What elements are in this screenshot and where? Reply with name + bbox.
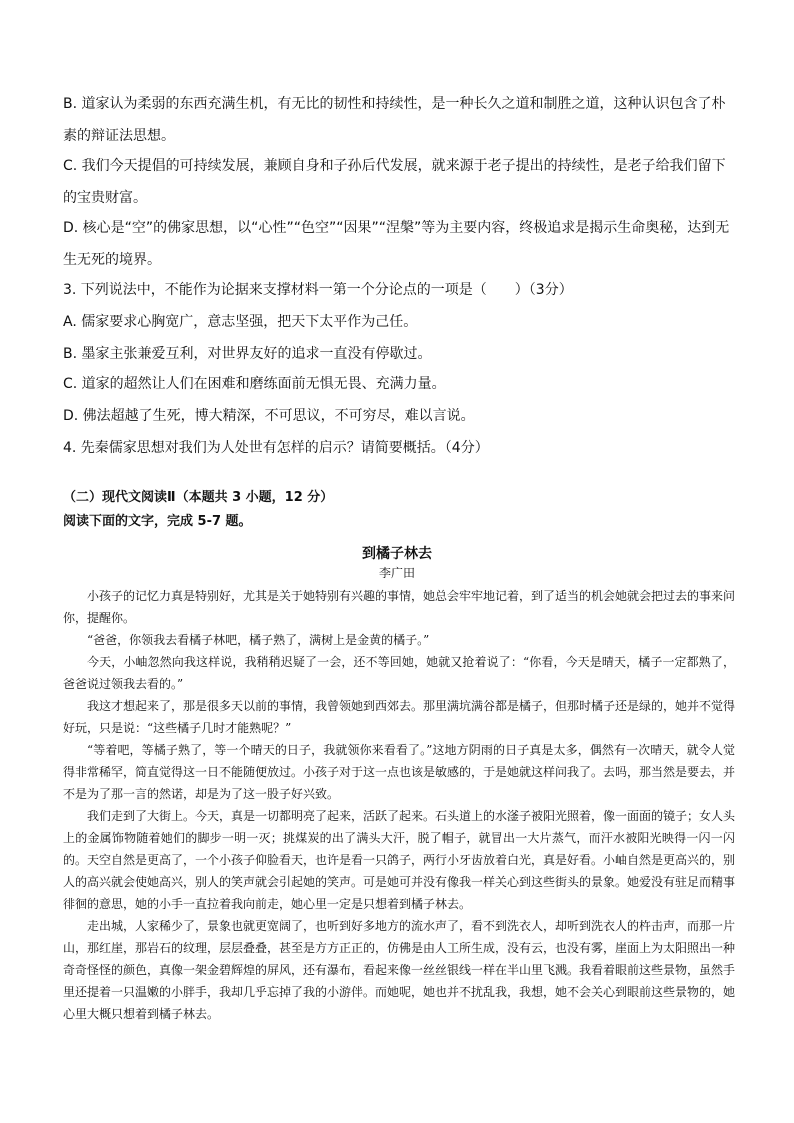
question-3: 3. 下列说法中，不能作为论据来支撑材料一第一个分论点的一项是（ ）（3分） [63,282,573,298]
section-instruction: 阅读下面的文字，完成 5-7 题。 [63,514,252,529]
article-body [63,585,735,1025]
article-author: 李广田 [378,566,415,580]
article-paragraph: 今天，小岫忽然向我这样说，我稍稍迟疑了一会，还不等回她，她就又抢着说了：“你看，今天是晴天，橘子一定都熟了，爸爸说过领我去看的。” [63,655,735,691]
question-3-option-b: B. 墨家主张兼爱互利，对世界友好的追求一直没有停歇过。 [63,346,432,362]
article-paragraph: 我这才想起来了，那是很多天以前的事情，我曾领她到西郊去。那里满坑满谷都是橘子，但那时橘子还是绿的，她并不觉得好玩，只是说：“这些橘子几时才能熟呢？” [63,699,736,735]
question-3-option-c: C. 道家的超然让人们在困难和磨练面前无惧无畏、充满力量。 [63,376,446,392]
section-heading: （二）现代文阅读Ⅱ（本题共 3 小题，12 分） [63,490,334,505]
question-3-option-a: A. 儒家要求心胸宽广，意志坚强，把天下太平作为己任。 [63,314,418,330]
question-4: 4. 先秦儒家思想对我们为人处世有怎样的启示？请简要概括。（4分） [63,440,489,456]
article-paragraph: 小孩子的记忆力真是特别好，尤其是关于她特别有兴趣的事情，她总会牢牢地记着，到了适当的机会她就会把过去的事来问你，提醒你。 [63,589,736,625]
question-3-option-d: D. 佛法超越了生死，博大精深，不可思议，不可穷尽，难以言说。 [63,408,475,424]
article-paragraph: “等着吧，等橘子熟了，等一个晴天的日子，我就领你来看看了。”这地方阴雨的日子真是太多，偶然有一次晴天，就令人觉得非常稀罕，简直觉得这一日不能随便放过。小孩子对于这一点也该是敏感的，于是她就这样问我了。去吗，那当然是要去，并不是为了那一言的然诺，却是为了这一股子好兴致。 [63,743,736,801]
option-c: C. 我们今天提倡的可持续发展，兼顾自身和子孙后代发展，就来源于老子提出的持续性，是老子给我们留下的宝贵财富。 [63,158,726,206]
article-paragraph: “爸爸，你领我去看橘子林吧，橘子熟了，满树上是金黄的橘子。” [87,633,430,647]
article-title: 到橘子林去 [362,546,432,562]
article-paragraph: 走出城，人家稀少了，景象也就更宽阔了，也听到好多地方的流水声了，看不到洗衣人，却听到洗衣人的杵击声，而那一片山，那红崖，那岩石的纹理，层层叠叠，甚至是方方正正的，仿佛是由人工所生成，没有云，也没有雾，崖面上为太阳照出一种奇奇怪怪的颜色，真像一架金碧辉煌的屏风，还有瀑布，看起来像一丝丝银线一样在半山里飞溅。我看着眼前这些景物，虽然手里还提着一只温嫩的小胖手，我却几乎忘掉了我的小游伴。而她呢，她也并不扰乱我，我想，她不会关心到眼前这些景物的，她心里大概只想着到橘子林去。 [63,919,736,1021]
article-paragraph: 我们走到了大街上。今天，真是一切都明亮了起来，活跃了起来。石头道上的水滏子被阳光照着，像一面面的镜子；女人头上的金属饰物随着她们的脚步一明一灭；挑煤炭的出了满头大汗，脱了帽子，就冒出一大片蒸气，而汗水被阳光映得一闪一闪的。天空自然是更高了，一个小孩子仰脸看天，也许是看一只鸽子，两行小牙齿放着白光，真是好看。小岫自然是更高兴的，别人的高兴就会使她高兴，别人的笑声就会引起她的笑声。可是她可并没有像我一样关心到这些街头的景象。她爱没有驻足而精事徘徊的意思，她的小手一直拉着我向前走，她心里一定是只想着到橘子林去。 [63,809,736,911]
option-b: B. 道家认为柔弱的东西充满生机，有无比的韧性和持续性，是一种长久之道和制胜之道，这种认识包含了朴素的辩证法思想。 [63,96,726,144]
option-d: D. 核心是“空”的佛家思想，以“心性”“色空”“因果”“涅槃”等为主要内容，终极追求是揭示生命奥秘，达到无生无死的境界。 [63,220,730,268]
